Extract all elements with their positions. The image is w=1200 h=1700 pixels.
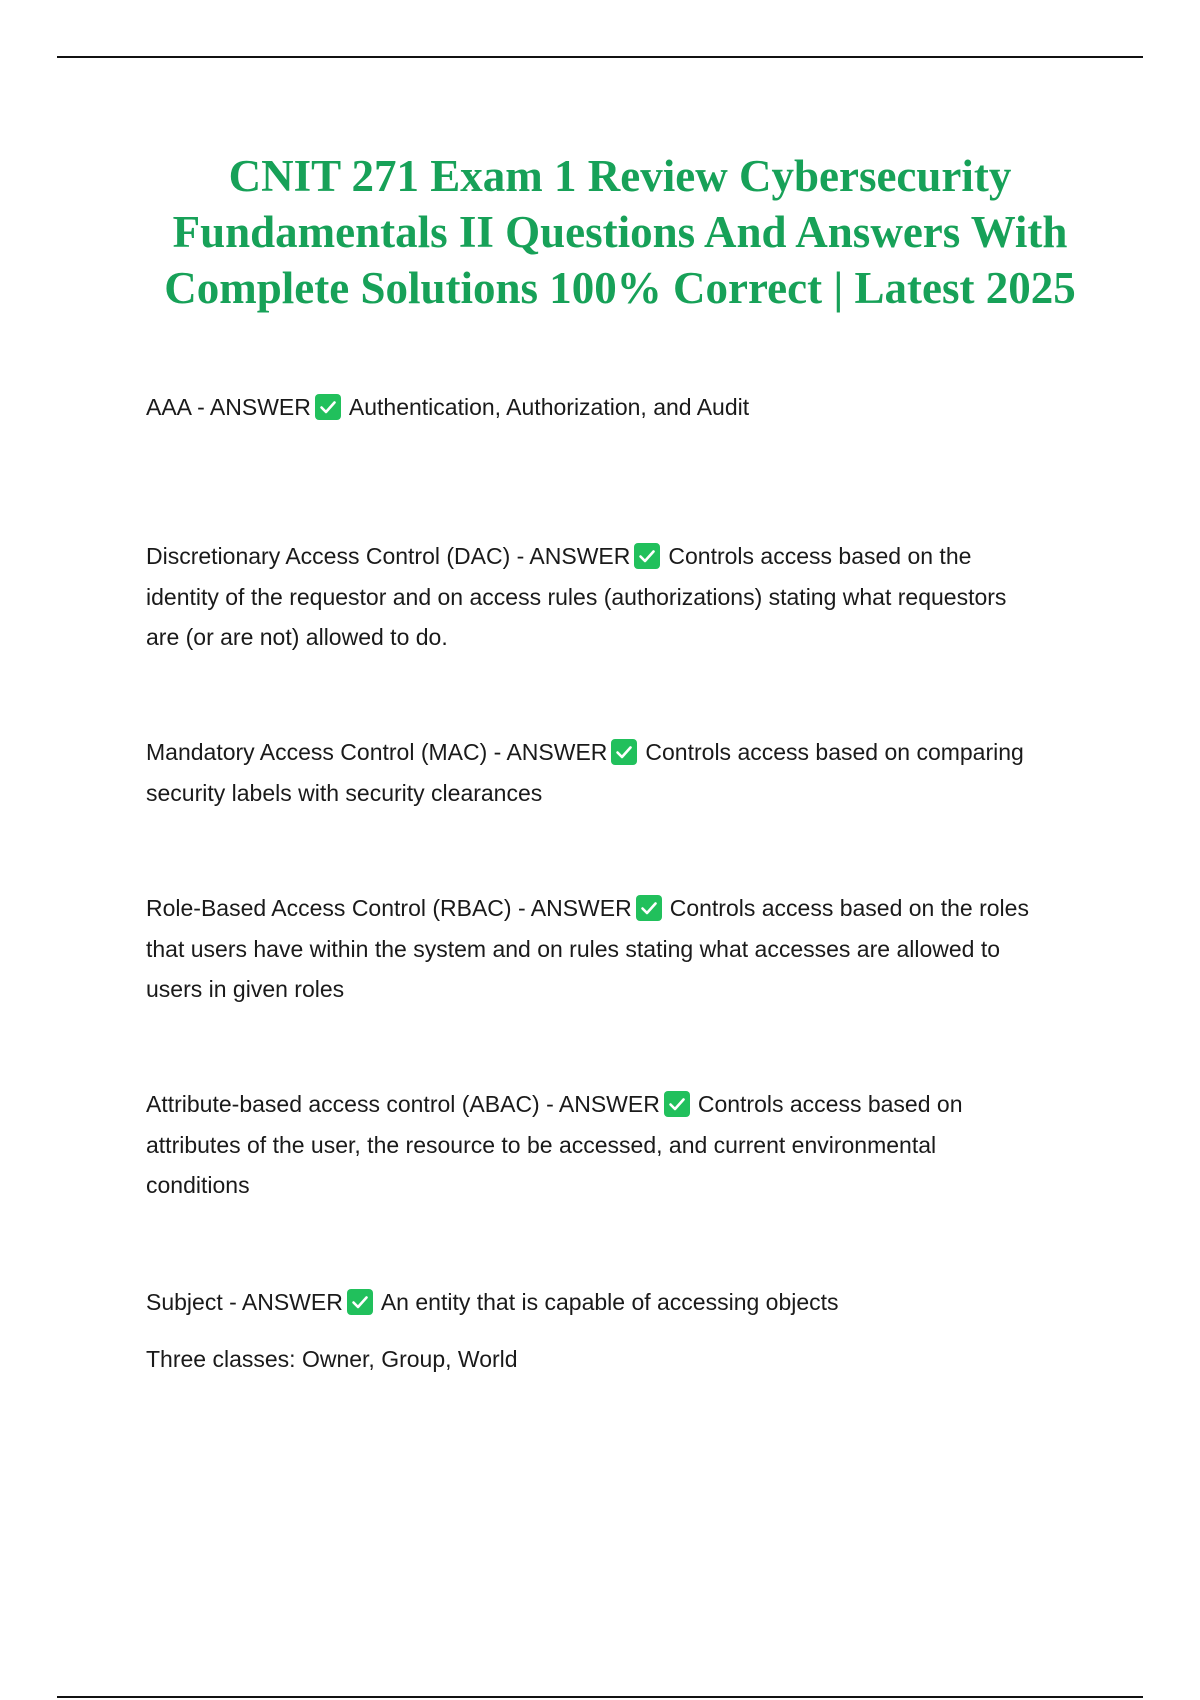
qa-item	[146, 536, 1046, 658]
qa-item	[146, 1084, 1046, 1206]
check-mark-icon	[636, 895, 662, 921]
check-mark-icon	[634, 543, 660, 569]
qa-term: Attribute-based access control (ABAC)	[146, 1091, 540, 1117]
qa-item	[146, 888, 1046, 1010]
subject-note: Three classes: Owner, Group, World	[146, 1346, 518, 1372]
qa-answer: Controls access based on attributes of the user, the resource to be accessed, and current environmental conditions	[146, 1091, 963, 1198]
check-mark-icon	[664, 1091, 690, 1117]
check-mark-icon	[611, 739, 637, 765]
answer-marker: - ANSWER	[517, 895, 632, 921]
check-mark-icon	[347, 1289, 373, 1315]
qa-term: Mandatory Access Control (MAC)	[146, 739, 488, 765]
check-mark-icon	[315, 394, 341, 420]
qa-item	[146, 732, 1046, 813]
answer-marker: - ANSWER	[229, 1289, 343, 1315]
answer-marker: - ANSWER	[197, 394, 311, 420]
qa-term: Subject	[146, 1289, 223, 1315]
qa-term: Role-Based Access Control (RBAC)	[146, 895, 512, 921]
answer-marker: - ANSWER	[546, 1091, 660, 1117]
qa-answer: An entity that is capable of accessing objects	[380, 1289, 839, 1315]
qa-answer: Controls access based on the roles that users have within the system and on rules stating what accesses are allowed to users in given roles	[146, 895, 1029, 1002]
qa-item	[146, 1282, 1046, 1323]
bottom-rule	[57, 1696, 1143, 1698]
qa-answer: Controls access based on the identity of the requestor and on access rules (authorizations) stating what requestors are (or are not) allowed to do.	[146, 543, 1007, 650]
qa-item	[146, 387, 1046, 428]
qa-answer: Authentication, Authorization, and Audit	[348, 394, 750, 420]
qa-answer: Controls access based on comparing security labels with security clearances	[146, 739, 1024, 806]
top-rule	[57, 56, 1143, 58]
document-title: CNIT 271 Exam 1 Review Cybersecurity Fundamentals II Questions And Answers With Complete Solutions 100% Correct | Latest 2025	[164, 151, 1076, 313]
answer-marker: - ANSWER	[493, 739, 608, 765]
qa-term: Discretionary Access Control (DAC)	[146, 543, 511, 569]
qa-term: AAA	[146, 394, 191, 420]
answer-marker: - ANSWER	[516, 543, 631, 569]
